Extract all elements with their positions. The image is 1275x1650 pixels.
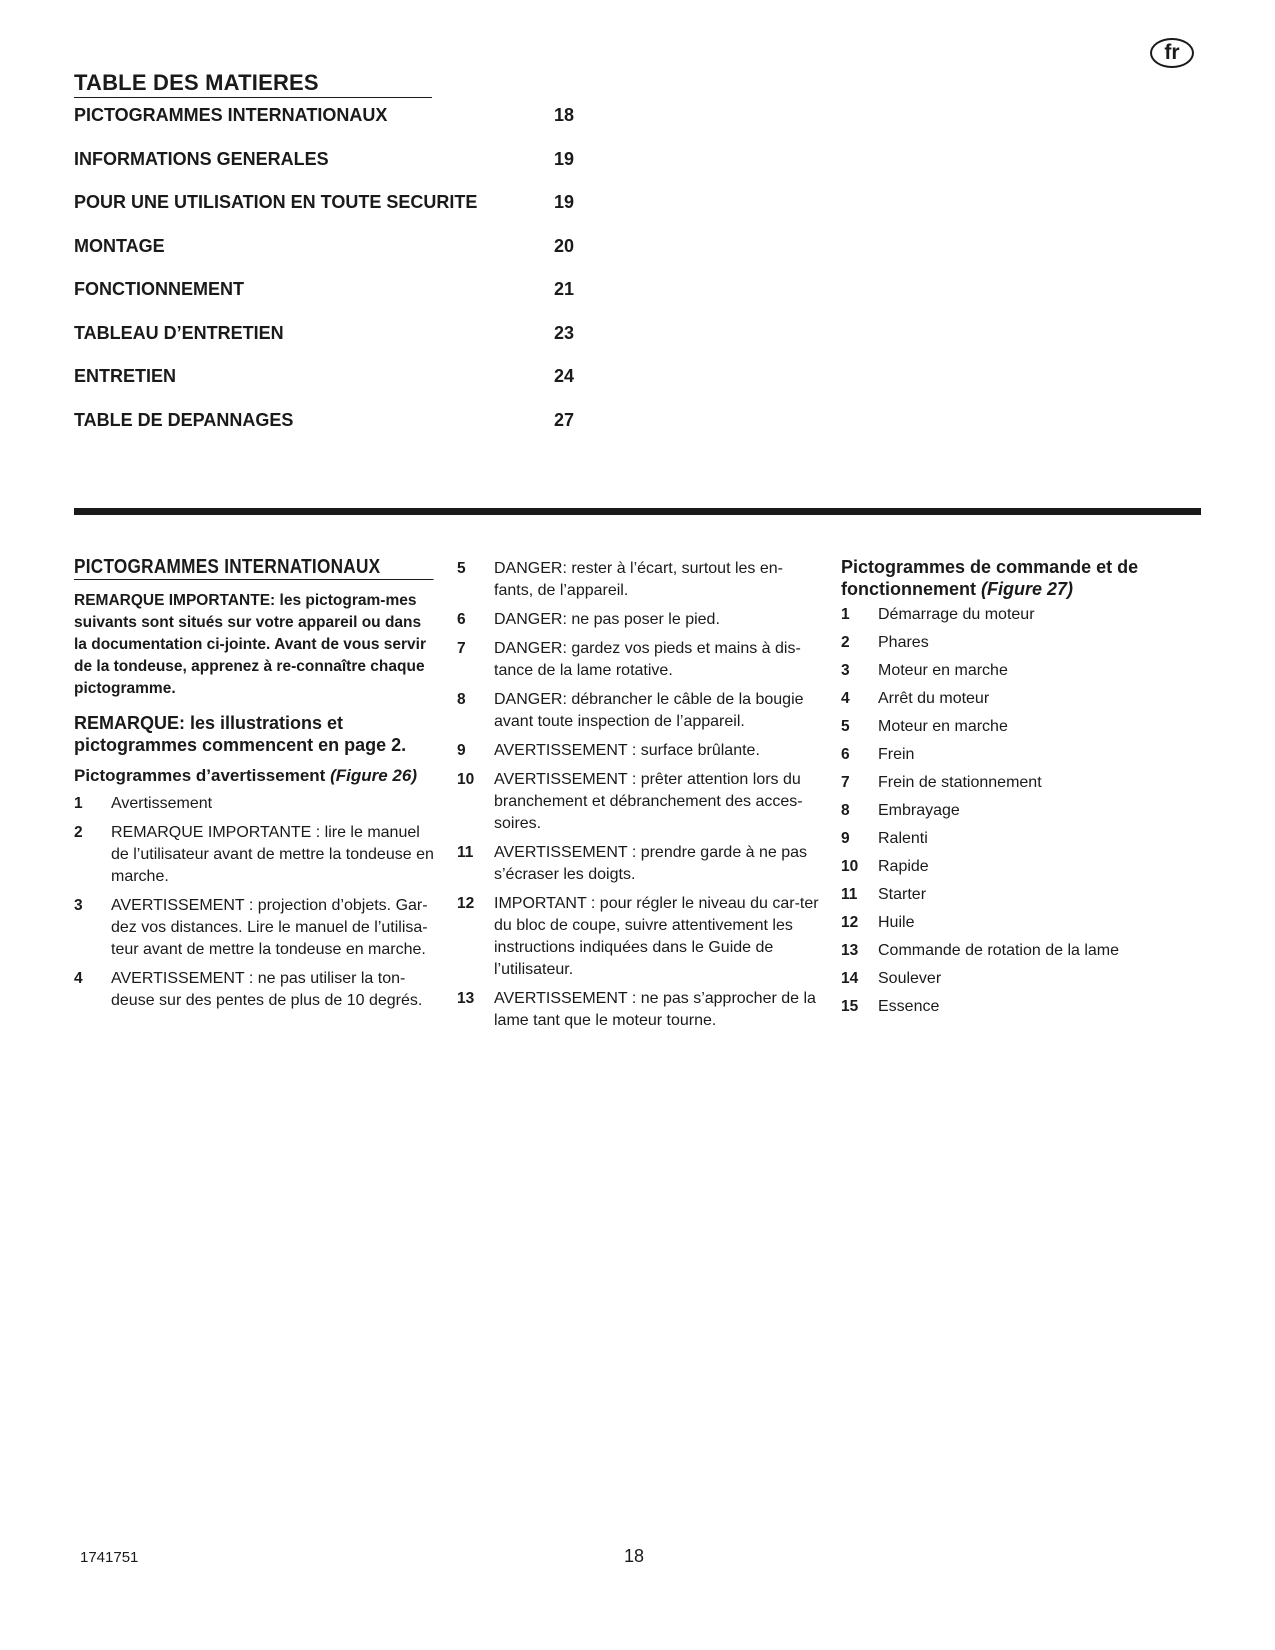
control-figure-ref: (Figure 27) [981, 579, 1074, 599]
list-item [74, 968, 434, 1012]
item-number: 4 [841, 690, 850, 707]
item-text: Essence [878, 998, 940, 1015]
item-number: 9 [457, 742, 466, 759]
toc-entry [74, 278, 584, 322]
item-text: Huile [878, 914, 915, 931]
section-title: PICTOGRAMMES INTERNATIONAUX [74, 556, 433, 580]
item-text: DANGER: débrancher le câble de la bougie avant toute inspection de l’appareil. [494, 691, 804, 730]
toc-entry-label: MONTAGE [74, 235, 165, 256]
list-item [74, 895, 434, 961]
toc-entry [74, 235, 584, 279]
toc-entry-page: 19 [554, 148, 575, 169]
toc-entry-label: INFORMATIONS GENERALES [74, 148, 329, 169]
item-text: DANGER: gardez vos pieds et mains à dis-tance de la lame rotative. [494, 640, 801, 679]
toc-entry-label: TABLE DE DEPANNAGES [74, 409, 294, 430]
list-item [841, 688, 1201, 710]
list-item [841, 828, 1201, 850]
toc-entry-label: POUR UNE UTILISATION EN TOUTE SECURITE [74, 192, 478, 212]
item-text: Phares [878, 634, 929, 651]
item-number: 10 [457, 771, 475, 788]
item-text: AVERTISSEMENT : prendre garde à ne pas s’écraser les doigts. [494, 844, 808, 883]
list-item [841, 632, 1201, 654]
list-item [457, 609, 819, 631]
item-text: IMPORTANT : pour régler le niveau du car-ter du bloc de coupe, suivre attentivement les instructions indiquées dans le Guide de l’utilisateur. [494, 895, 819, 978]
item-number: 4 [74, 970, 83, 987]
toc-entry-page: 24 [554, 366, 575, 386]
toc-entry-label: FONCTIONNEMENT [74, 279, 244, 299]
item-number: 13 [841, 942, 859, 959]
item-number: 12 [841, 914, 859, 931]
list-item [841, 744, 1201, 766]
item-text: Embrayage [878, 802, 960, 819]
item-text: Moteur en marche [878, 662, 1008, 679]
warning-heading [74, 765, 434, 787]
toc-entry-label: PICTOGRAMMES INTERNATIONAUX [74, 105, 388, 125]
toc-entry [74, 365, 584, 409]
toc-title: TABLE DES MATIERES [74, 70, 432, 98]
list-item [841, 912, 1201, 934]
item-text: AVERTISSEMENT : prêter attention lors du branchement et débranchement des acces-soires. [494, 771, 803, 832]
item-text: AVERTISSEMENT : surface brûlante. [494, 742, 760, 759]
list-item [457, 988, 819, 1032]
item-number: 3 [841, 662, 850, 679]
list-item [841, 884, 1201, 906]
item-text: DANGER: ne pas poser le pied. [494, 611, 720, 628]
list-item [841, 968, 1201, 990]
item-text: Commande de rotation de la lame [878, 942, 1120, 959]
list-item [74, 822, 434, 888]
item-number: 11 [841, 886, 858, 903]
document-number: 1741751 [80, 1549, 139, 1566]
item-number: 15 [841, 998, 859, 1015]
item-text: Frein de stationnement [878, 774, 1042, 791]
control-heading-text: Pictogrammes de commande et de fonctionnement [841, 557, 1139, 599]
item-number: 7 [841, 774, 850, 791]
warning-figure-ref: (Figure 26) [330, 766, 417, 785]
item-text: Démarrage du moteur [878, 606, 1035, 623]
toc-entry-page: 18 [554, 105, 575, 125]
item-text: Ralenti [878, 830, 928, 847]
toc-entry-page: 27 [554, 409, 575, 430]
list-item [457, 769, 819, 835]
item-number: 14 [841, 970, 859, 987]
item-number: 5 [457, 560, 466, 577]
list-item [457, 740, 819, 762]
list-item [841, 604, 1201, 626]
item-number: 8 [457, 691, 466, 708]
page-number: 18 [624, 1546, 645, 1566]
toc-entry-label: ENTRETIEN [74, 366, 177, 386]
item-number: 9 [841, 830, 850, 847]
list-item [841, 772, 1201, 794]
item-number: 7 [457, 640, 466, 657]
item-text: Rapide [878, 858, 929, 875]
list-item [74, 793, 434, 815]
list-item [841, 800, 1201, 822]
item-number: 1 [841, 606, 850, 623]
item-number: 10 [841, 858, 859, 875]
list-item [841, 996, 1201, 1018]
toc-entry [74, 409, 584, 453]
list-item [457, 689, 819, 733]
item-number: 12 [457, 895, 475, 912]
item-number: 2 [841, 634, 850, 651]
list-item [841, 660, 1201, 682]
item-text: Arrêt du moteur [878, 690, 990, 707]
item-text: DANGER: rester à l’écart, surtout les en-fants, de l’appareil. [494, 560, 783, 599]
list-item [841, 856, 1201, 878]
item-text: AVERTISSEMENT : ne pas s’approcher de la lame tant que le moteur tourne. [494, 990, 816, 1029]
item-text: AVERTISSEMENT : ne pas utiliser la ton-deuse sur des pentes de plus de 10 degrés. [111, 970, 423, 1009]
column-right [841, 556, 1201, 1024]
toc-entry-page: 23 [554, 322, 575, 343]
toc-entry [74, 148, 584, 192]
language-badge: fr [1150, 38, 1194, 68]
item-number: 6 [457, 611, 466, 628]
toc-entry-page: 21 [554, 279, 575, 299]
item-text: Frein [878, 746, 915, 763]
list-item [841, 940, 1201, 962]
item-number: 13 [457, 990, 475, 1007]
item-number: 2 [74, 824, 83, 841]
section-divider [74, 508, 1201, 515]
toc-list [74, 104, 584, 452]
item-number: 8 [841, 802, 850, 819]
important-note: REMARQUE IMPORTANTE: les pictogram-mes suivants sont situés sur votre appareil ou dans la documentation ci-jointe. Avant de vous servir de la tondeuse, apprenez à re-connaître chaque pictogramme. [74, 592, 426, 697]
item-number: 3 [74, 897, 83, 914]
list-item [457, 893, 819, 981]
toc-entry [74, 191, 584, 235]
remark-note: REMARQUE: les illustrations et pictogrammes commencent en page 2. [74, 713, 407, 755]
item-text: Avertissement [111, 795, 213, 812]
item-text: REMARQUE IMPORTANTE : lire le manuel de l’utilisateur avant de mettre la tondeuse en marche. [111, 824, 434, 885]
item-number: 6 [841, 746, 850, 763]
toc-entry [74, 322, 584, 366]
list-item [457, 558, 819, 602]
item-text: Soulever [878, 970, 942, 987]
item-text: AVERTISSEMENT : projection d’objets. Gar-dez vos distances. Lire le manuel de l’utilisa-teur avant de mettre la tondeuse en marche. [111, 897, 428, 958]
warning-heading-text: Pictogrammes d’avertissement [74, 766, 326, 785]
toc-entry-page: 20 [554, 235, 575, 256]
list-item [457, 842, 819, 886]
control-heading [841, 556, 1201, 600]
item-number: 5 [841, 718, 850, 735]
list-item [457, 638, 819, 682]
column-middle [457, 558, 819, 1039]
toc-entry [74, 104, 584, 148]
toc-entry-page: 19 [554, 192, 575, 212]
item-number: 1 [74, 795, 83, 812]
item-text: Starter [878, 886, 927, 903]
item-text: Moteur en marche [878, 718, 1008, 735]
column-left [74, 556, 434, 1019]
item-number: 11 [457, 844, 474, 861]
list-item [841, 716, 1201, 738]
toc-entry-label: TABLEAU D’ENTRETIEN [74, 322, 284, 343]
